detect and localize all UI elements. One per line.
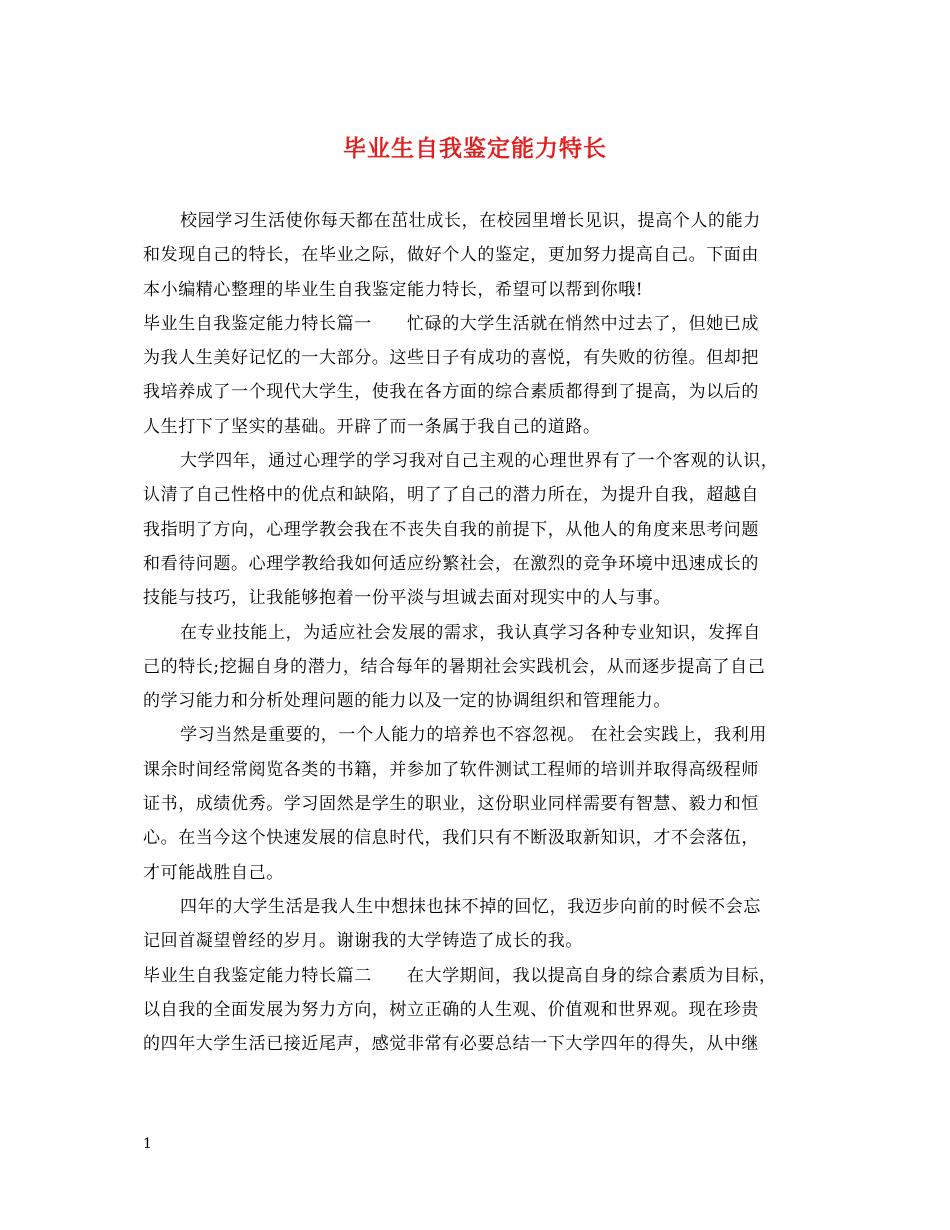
body-line: 学习当然是重要的，一个人能力的培养也不容忽视。 在社会实践上，我利用 — [180, 725, 767, 746]
body-line: 才可能战胜自己。 — [143, 862, 284, 883]
body-line: 人生打下了坚实的基础。开辟了而一条属于我自己的道路。 — [143, 416, 601, 437]
body-line: 和发现自己的特长，在毕业之际，做好个人的鉴定，更加努力提高自己。下面由 — [143, 245, 759, 266]
body-line: 认清了自己性格中的优点和缺陷，明了了自己的潜力所在，为提升自我，超越自 — [143, 485, 759, 506]
body-line: 毕业生自我鉴定能力特长篇一 忙碌的大学生活就在悄然中过去了，但她已成 — [143, 313, 759, 334]
body-line: 我指明了方向，心理学教会我在不丧失自我的前提下，从他人的角度来思考问题 — [143, 519, 759, 540]
body-line: 证书，成绩优秀。学习固然是学生的职业，这份职业同样需要有智慧、毅力和恒 — [143, 794, 759, 815]
body-line: 毕业生自我鉴定能力特长篇二 在大学期间，我以提高自身的综合素质为目标， — [143, 965, 777, 986]
body-line: 技能与技巧，让我能够抱着一份平淡与坦诚去面对现实中的人与事。 — [143, 588, 671, 609]
page-number: 1 — [143, 1136, 152, 1152]
document-title: 毕业生自我鉴定能力特长 — [343, 135, 607, 162]
body-line: 和看待问题。心理学教给我如何适应纷繁社会，在激烈的竞争环境中迅速成长的 — [143, 553, 759, 574]
body-line: 课余时间经常阅览各类的书籍，并参加了软件测试工程师的培训并取得高级程师 — [143, 759, 759, 780]
body-line: 的四年大学生活已接近尾声，感觉非常有必要总结一下大学四年的得失，从中继 — [143, 1034, 759, 1055]
body-line: 己的特长;挖掘自身的潜力，结合每年的暑期社会实践机会，从而逐步提高了自己 — [143, 656, 766, 677]
body-line: 在专业技能上，为适应社会发展的需求，我认真学习各种专业知识，发挥自 — [180, 622, 761, 643]
body-line: 大学四年，通过心理学的学习我对自己主观的心理世界有了一个客观的认识， — [180, 451, 779, 472]
body-line: 的学习能力和分析处理问题的能力以及一定的协调组织和管理能力。 — [143, 691, 671, 712]
body-line: 校园学习生活使你每天都在茁壮成长，在校园里增长见识，提高个人的能力 — [180, 211, 761, 231]
body-line: 为我人生美好记忆的一大部分。这些日子有成功的喜悦，有失败的彷徨。但却把 — [143, 348, 759, 369]
body-line: 我培养成了一个现代大学生，使我在各方面的综合素质都得到了提高，为以后的 — [143, 382, 759, 403]
body-line: 心。在当今这个快速发展的信息时代，我们只有不断汲取新知识，才不会落伍， — [143, 828, 759, 849]
document-body — [143, 204, 815, 1061]
body-line: 以自我的全面发展为努力方向，树立正确的人生观、价值观和世界观。现在珍贵 — [143, 999, 759, 1020]
body-line: 记回首凝望曾经的岁月。谢谢我的大学铸造了成长的我。 — [143, 931, 583, 952]
body-line: 四年的大学生活是我人生中想抹也抹不掉的回忆，我迈步向前的时候不会忘 — [180, 896, 761, 917]
body-line: 本小编精心整理的毕业生自我鉴定能力特长，希望可以帮到你哦! — [143, 279, 644, 300]
